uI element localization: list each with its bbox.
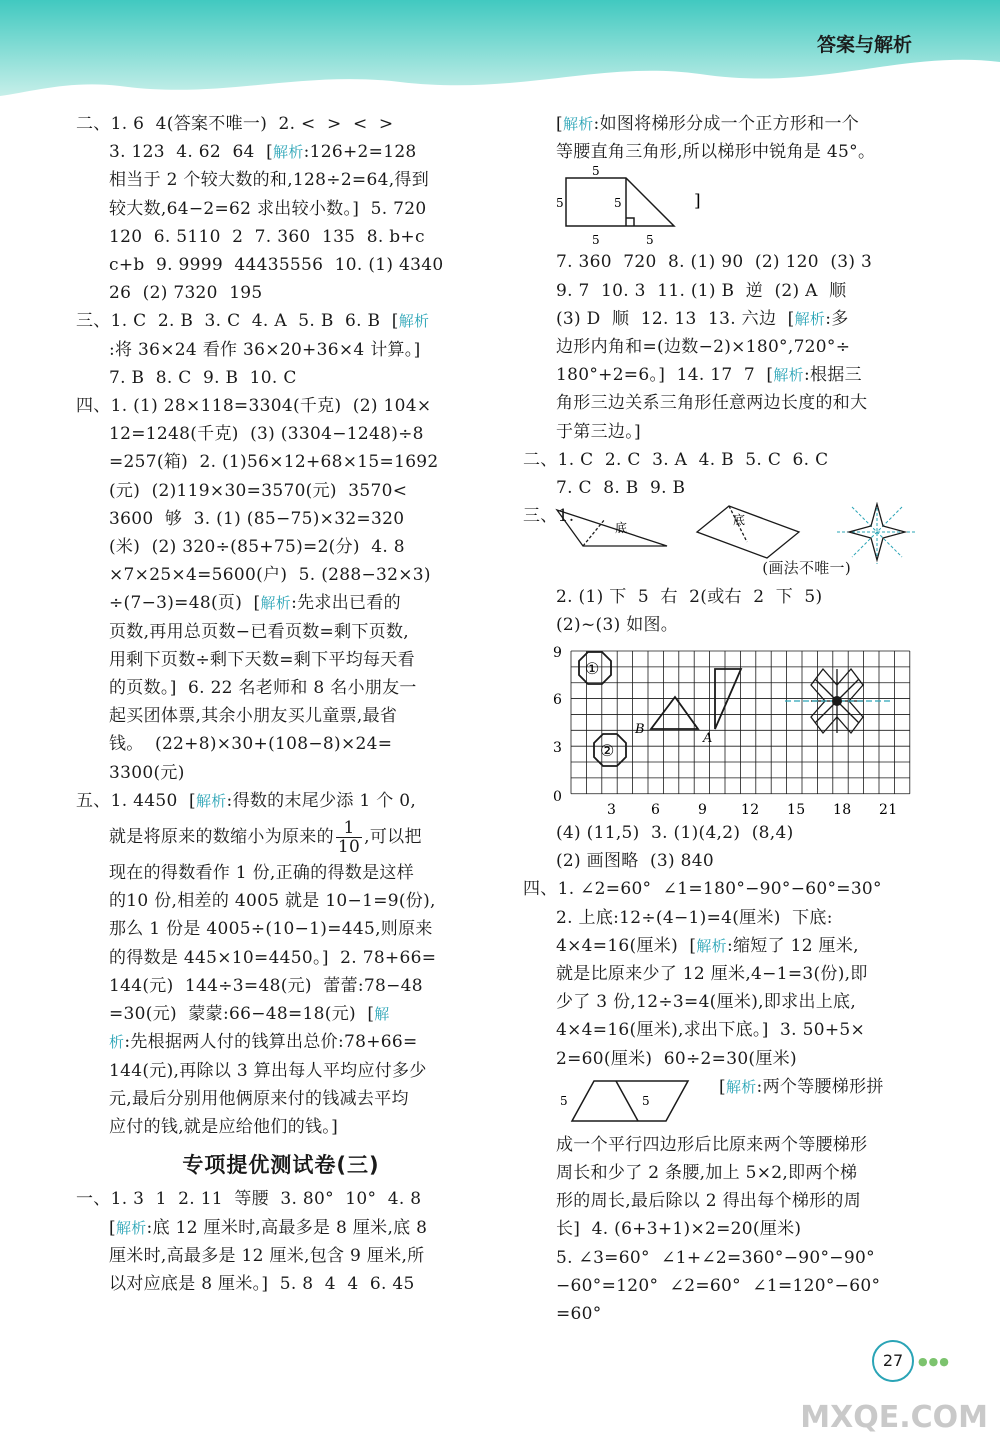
answer-line: 现在的得数看作 1 份,正确的得数是这样 [109,863,415,884]
grid-label: ② [600,741,615,761]
trap-label: 5 [592,166,600,179]
answer-line: 于第三边。] [556,421,641,442]
para-label: 5 [560,1093,568,1108]
grid-label: A [703,731,713,747]
answer-line: 起买团体票,其余小朋友买儿童票,最省 [109,706,398,727]
answer-line: 厘米时,高最多是 12 厘米,包含 9 厘米,所 [109,1245,425,1266]
analysis-tag: 解析 [562,115,594,133]
answer-line: =257(箱) 2. (1)56×12+68×15=1692 [109,452,439,473]
answer-line: 7. C 8. B 9. B [556,478,686,499]
answer-line: 的页数。] 6. 22 名老师和 8 名小朋友一 [109,678,417,699]
answer-line: 7. 360 720 8. (1) 90 (2) 120 (3) 3 [556,252,873,273]
answer-line: (2) 画图略 (3) 840 [556,851,715,872]
answer-line: 二、1. 6 4(答案不唯一) 2. < > < > [76,114,394,134]
shape-label: 底 [615,521,628,536]
answer-line: 12=1248(千克) (3) (3304−1248)÷8 [109,424,424,445]
right-column [523,110,943,1328]
answer-line: 2. 上底:12÷(4−1)=4(厘米) 下底: [556,907,833,928]
answer-line: 4×4=16(厘米) [解析:缩短了 12 厘米, [556,935,859,956]
answer-line: 等腰直角三角形,所以梯形中锐角是 45°。 [556,142,876,163]
analysis-tag: 解析 [773,366,804,385]
answer-line: (3) D 顺 12. 13 13. 六边 [解析:多 [556,308,849,329]
analysis-tag: 解 [374,1005,390,1024]
x-tick: 6 [651,802,661,819]
y-tick: 9 [553,645,563,662]
answer-line: 角形三边关系三角形任意两边长度的和大 [556,393,868,414]
answer-line: c+b 9. 9999 44435556 10. (1) 4340 [109,255,444,276]
shape-label: 底 [733,513,746,528]
trap-label: 5 [556,196,564,211]
answer-line: 3300(元) [109,762,185,783]
answer-line: 4×4=16(厘米),求出下底。] 3. 50+5× [556,1020,866,1041]
answer-line: 少了 3 份,12÷3=4(厘米),即求出上底, [556,992,857,1013]
x-tick: 15 [787,802,806,819]
answer-line: 2. (1) 下 5 右 2(或右 2 下 5) [556,586,823,607]
answer-line: 周长和少了 2 条腰,加上 5×2,即两个梯 [556,1163,858,1184]
answer-line: 长] 4. (6+3+1)×2=20(厘米) [556,1219,802,1240]
analysis-tag: 解析 [115,1218,147,1237]
analysis-tag: 解析 [725,1077,757,1096]
header-title: 答案与解析 [816,34,912,56]
answer-line: [解析:如图将梯形分成一个正方形和一个 [556,114,860,134]
analysis-tag: 解析 [273,143,304,162]
grid-figure [545,639,925,819]
answer-line: −60°=120° ∠2=60° ∠1=120°−60° [556,1275,881,1296]
answer-line: (4) (11,5) 3. (1)(4,2) (8,4) [556,823,794,844]
x-tick: 9 [698,802,708,819]
parallelogram-figure [556,1075,726,1127]
answer-line: 就是将原来的数缩小为原来的 $\frac{1}{10}$ ,可以把 [109,818,422,858]
answer-line: (2)~(3) 如图。 [556,614,679,635]
answer-line: 析:先根据两人付的钱算出总价:78+66= [109,1032,418,1053]
analysis-tag: 解析 [398,312,430,331]
answer-line: =60° [556,1304,602,1325]
answer-line: =30(元) 蒙蒙:66−48=18(元) [解 [109,1004,390,1025]
answer-line: 120 6. 5110 2 7. 360 135 8. b+c [109,226,425,247]
answer-line: 较大数,64−2=62 求出较小数。] 5. 720 [109,198,427,219]
section-title: 专项提优测试卷(三) [182,1153,380,1178]
analysis-tag: 解析 [696,936,727,955]
answer-line: 9. 7 10. 3 11. (1) B 逆 (2) A 顺 [556,280,847,301]
answer-line: 元,最后分别用他俩原来付的钱减去平均 [109,1088,409,1109]
answer-line: 3600 够 3. (1) (85−75)×32=320 [109,508,405,529]
answer-line: (画法不唯一) [762,559,851,578]
answer-line: [解析:底 12 厘米时,高最多是 8 厘米,底 8 [109,1217,428,1238]
decorative-dots-icon: ●●● [918,1355,950,1368]
answer-line: 144(元),再除以 3 算出每人平均应付多少 [109,1060,427,1081]
left-column [76,110,486,1298]
para-label: 5 [642,1093,650,1108]
trap-label: 5 [592,233,600,248]
grid-label: ① [585,659,600,679]
answer-line: 7. B 8. C 9. B 10. C [109,367,297,388]
y-tick: 6 [553,692,563,709]
trap-label: 5 [614,196,622,211]
trapezoid-figure [556,166,856,248]
analysis-tag: 解析 [195,791,227,810]
bracket-close: ] [694,191,701,212]
answer-line: 就是比原来少了 12 厘米,4−1=3(份),即 [556,964,868,985]
fraction: $\frac{1}{10}$ [337,818,361,858]
answer-line: 二、1. C 2. C 3. A 4. B 5. C 6. C [523,449,829,470]
answer-line: 3. 123 4. 62 64 [解析:126+2=128 [109,142,417,163]
answer-line: 26 (2) 7320 195 [109,283,263,304]
answer-line: 的得数是 445×10=4450。] 2. 78+66= [109,947,437,968]
answer-line: 2=60(厘米) 60÷2=30(厘米) [556,1048,797,1069]
answer-line: 成一个平行四边形后比原来两个等腰梯形 [556,1134,868,1155]
answer-line: 边形内角和=(边数−2)×180°,720°÷ [556,337,851,358]
watermark: MXQE.COM [800,1400,988,1435]
answer-line: 144(元) 144÷3=48(元) 蕾蕾:78−48 [109,975,423,996]
answer-line: 四、1. ∠2=60° ∠1=180°−90°−60°=30° [523,879,882,900]
answer-line: 五、1. 4450 [解析:得数的末尾少添 1 个 0, [76,790,417,811]
answer-line: 的10 份,相差的 4005 就是 10−1=9(份), [109,891,436,912]
answer-line: 四、1. (1) 28×118=3304(千克) (2) 104× [76,396,432,417]
answer-line: 三、1. C 2. B 3. C 4. A 5. B 6. B [解析 [76,311,430,332]
y-tick: 0 [553,789,563,806]
answer-line: 相当于 2 个较大数的和,128÷2=64,得到 [109,170,430,191]
x-tick: 18 [833,802,852,819]
analysis-tag: 解析 [794,309,826,328]
answer-line: 形的周长,最后除以 2 得出每个梯形的周 [556,1191,862,1212]
answer-line: 应付的钱,就是应给他们的钱。] [109,1116,339,1137]
analysis-tag: 解析 [260,594,292,613]
answer-line: ÷(7−3)=48(页) [解析:先求出已看的 [109,593,401,614]
answer-line: (元) (2)119×30=3570(元) 3570< [109,480,408,501]
trap-label: 5 [646,233,654,248]
answer-line: ×7×25×4=5600(户) 5. (288−32×3) [109,565,431,586]
answer-line: 三、1. [523,506,575,527]
page-number: 27 [872,1340,914,1382]
x-tick: 12 [741,802,760,819]
answer-line: 一、1. 3 1 2. 11 等腰 3. 80° 10° 4. 8 [76,1189,422,1210]
x-tick: 21 [879,802,898,819]
answer-line: 以对应底是 8 厘米。] 5. 8 4 4 6. 45 [109,1273,415,1294]
answer-line: 那么 1 份是 4005÷(10−1)=445,则原来 [109,919,433,940]
answer-line: 钱。 (22+8)×30+(108−8)×24= [109,734,393,755]
answer-line: :将 36×24 看作 36×20+36×4 计算。] [109,339,421,360]
parallelogram-row [523,1073,943,1131]
answer-line: 5. ∠3=60° ∠1+∠2=360°−90°−90° [556,1247,875,1268]
answer-line: 用剩下页数÷剩下天数=剩下平均每天看 [109,649,415,670]
answer-line: [解析:两个等腰梯形拼 [719,1076,884,1097]
answer-line: 180°+2=6。] 14. 17 7 [解析:根据三 [556,365,862,386]
answer-line: 页数,再用总页数−已看页数=剩下页数, [109,621,409,642]
grid-label: B [635,722,645,738]
y-tick: 3 [553,740,563,757]
answer-line: (米) (2) 320÷(85+75)=2(分) 4. 8 [109,537,405,558]
x-tick: 3 [607,802,617,819]
